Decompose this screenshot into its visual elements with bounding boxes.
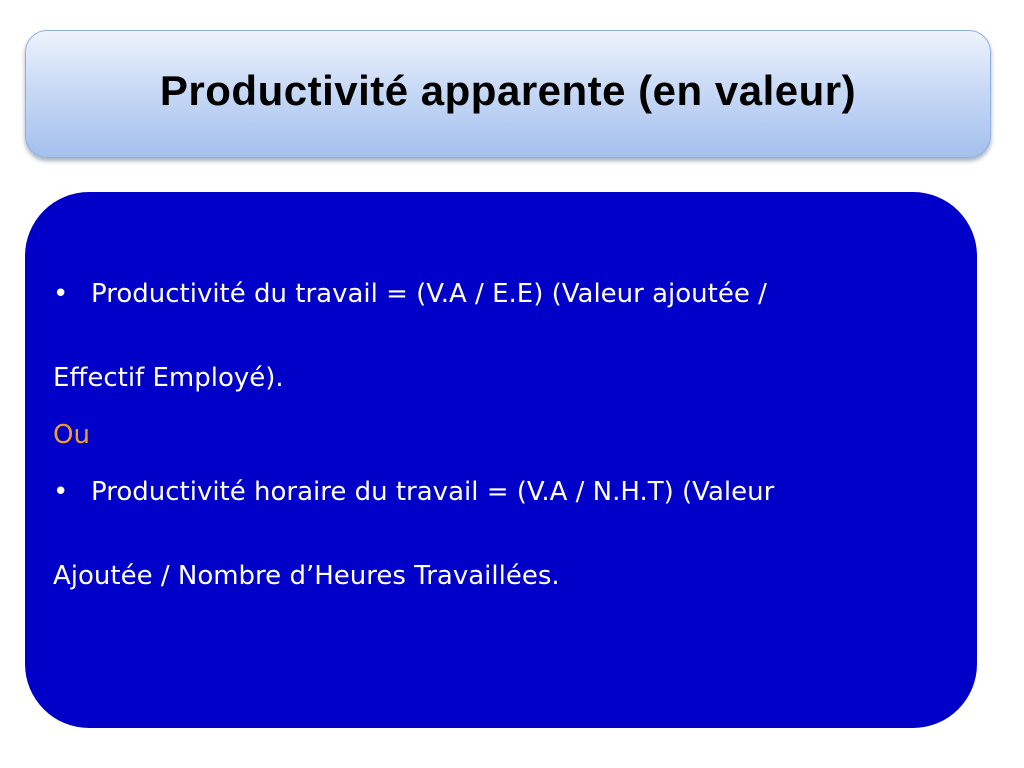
connector-text: Ou — [53, 420, 90, 450]
bullet-1-line1: Productivité du travail = (V.A / E.E) (Valeur ajoutée / — [91, 279, 767, 309]
title-banner — [25, 30, 991, 158]
bullet-1-line2: Effectif Employé). — [53, 363, 284, 393]
content-text — [53, 274, 953, 597]
bullet-1-marker: • — [53, 279, 69, 309]
bullet-2-line1: Productivité horaire du travail = (V.A / N.H.T) (Valeur — [91, 477, 775, 507]
bullet-2-line2: Ajoutée / Nombre d’Heures Travaillées. — [53, 561, 560, 591]
bullet-item-1 — [53, 274, 953, 315]
content-panel — [25, 192, 977, 728]
slide-title: Productivité apparente (en valeur) — [159, 67, 857, 114]
bullet-2-marker: • — [53, 477, 69, 507]
bullet-item-2 — [53, 472, 953, 513]
